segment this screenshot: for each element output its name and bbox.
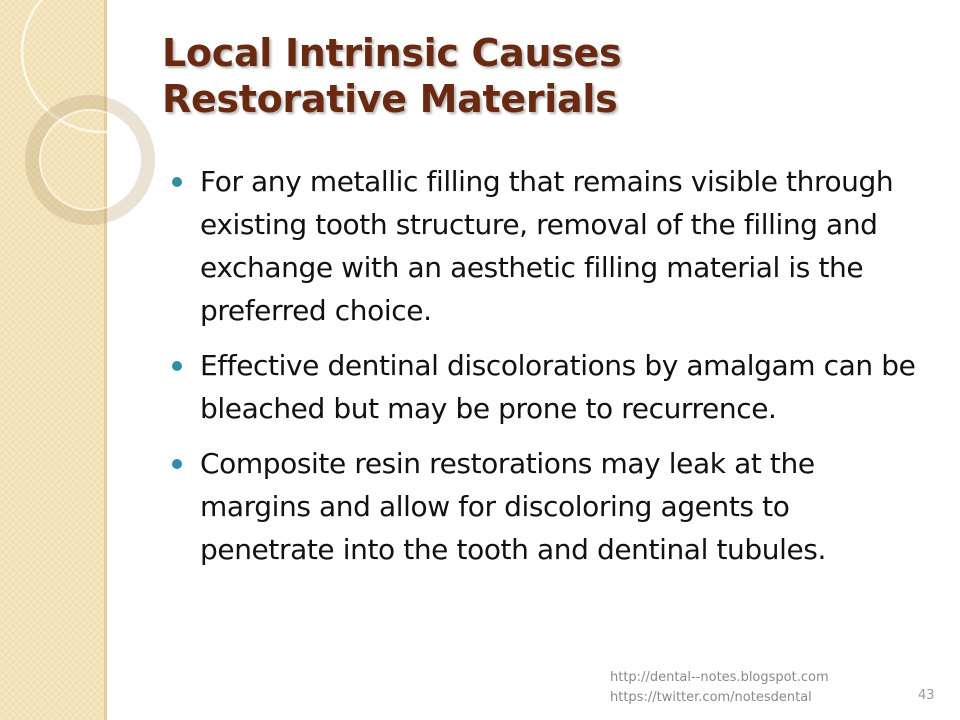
bullet-text: Effective dentinal discolorations by amalgam can be bleached but may be prone to recurrence. (200, 349, 916, 425)
bullet-text: Composite resin restorations may leak at the margins and allow for discoloring agents to penetrate into the tooth and dentinal tubules. (200, 447, 826, 566)
bullet-list (172, 160, 932, 583)
slide-title-line-1: Local Intrinsic Causes (162, 31, 622, 75)
slide-title (162, 30, 922, 122)
bullet-dot-icon (172, 459, 182, 469)
bullet-item (172, 442, 932, 571)
ring-lower-thick (32, 102, 148, 218)
bullet-dot-icon (172, 177, 182, 187)
footer-links (610, 668, 829, 708)
ring-lower-inner (40, 110, 140, 210)
twitter-link[interactable]: https://twitter.com/notesdental (610, 690, 812, 705)
bullet-item (172, 344, 932, 430)
bullet-text: For any metallic filling that remains visible through existing tooth structure, removal of the filling and exchange with an aesthetic filling material is the preferred choice. (200, 165, 894, 327)
page-number: 43 (918, 688, 935, 703)
slide-title-line-2: Restorative Materials (162, 77, 618, 121)
bullet-dot-icon (172, 361, 182, 371)
blog-link[interactable]: http://dental--notes.blogspot.com (610, 670, 829, 685)
bullet-item (172, 160, 932, 332)
